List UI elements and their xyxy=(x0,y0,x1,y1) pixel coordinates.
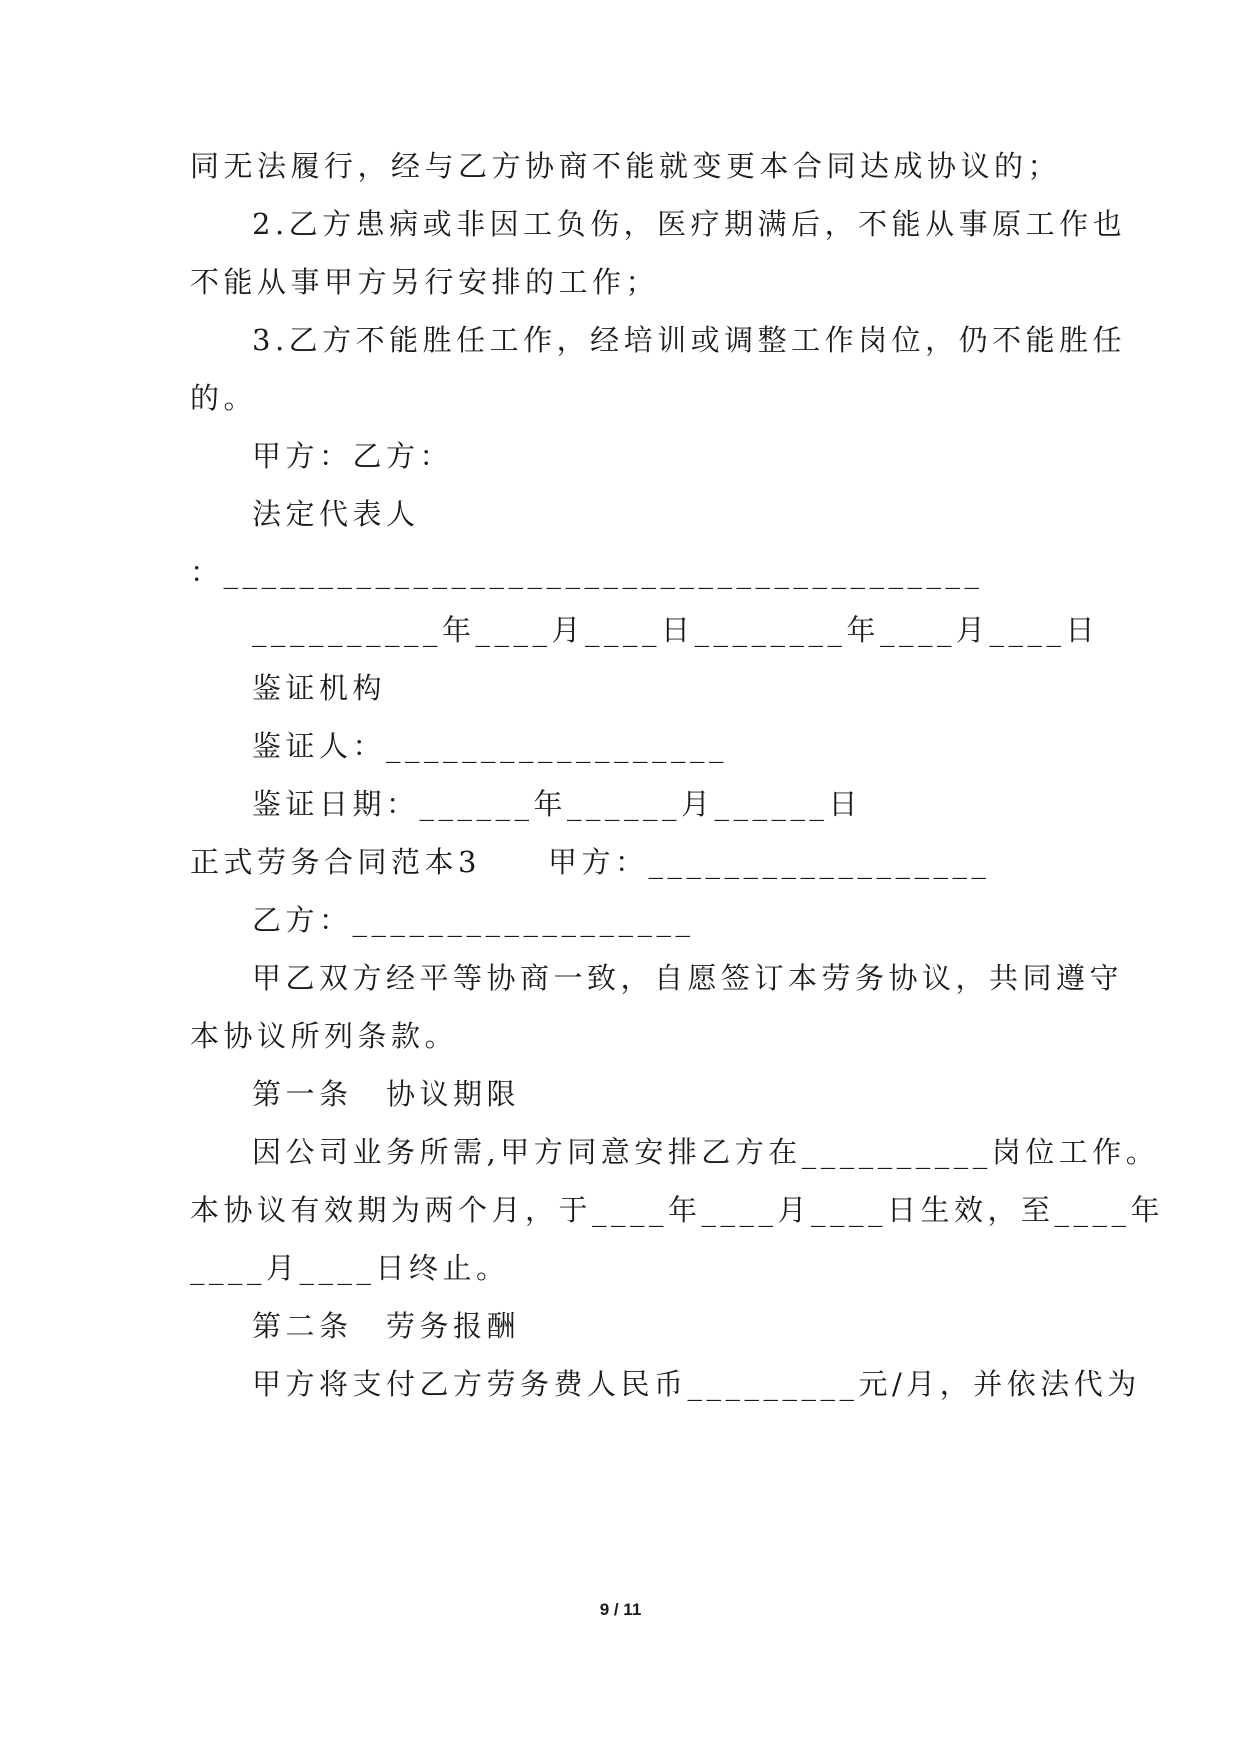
paragraph-line: 甲乙双方经平等协商一致，自愿签订本劳务协议，共同遵守 xyxy=(252,961,1124,995)
article-heading: 第二条 劳务报酬 xyxy=(252,1309,521,1343)
page-number: 9 / 11 xyxy=(599,1600,642,1619)
paragraph-line: 因公司业务所需,甲方同意安排乙方在__________岗位工作。 xyxy=(252,1135,1160,1169)
paragraph-line: 的。 xyxy=(190,381,258,415)
signature-parties: 甲方：乙方： xyxy=(252,439,454,473)
attestation-agency-label: 鉴证机构 xyxy=(252,671,387,705)
signature-dates: __________年____月____日________年____月____日 xyxy=(252,613,1100,647)
legal-representative-label: 法定代表人 xyxy=(252,497,420,531)
paragraph-line: 同无法履行，经与乙方协商不能就变更本合同达成协议的； xyxy=(190,149,1062,183)
legal-representative-blank: ：________________________________________ xyxy=(190,555,984,589)
paragraph-line: 不能从事甲方另行安排的工作； xyxy=(190,265,660,299)
paragraph-line: 2.乙方患病或非因工负伤，医疗期满后，不能从事原工作也 xyxy=(252,207,1127,241)
paragraph-line: ____月____日终止。 xyxy=(190,1251,510,1285)
article-heading: 第一条 协议期限 xyxy=(252,1077,521,1111)
paragraph-line: 3.乙方不能胜任工作，经培训或调整工作岗位，仍不能胜任 xyxy=(252,323,1127,357)
party-b-line: 乙方：__________________ xyxy=(252,903,695,937)
attestation-date-line: 鉴证日期：______年______月______日 xyxy=(252,787,863,821)
paragraph-line: 本协议有效期为两个月，于____年____月____日生效，至____年 xyxy=(190,1193,1165,1227)
paragraph-line: 甲方将支付乙方劳务费人民币_________元/月，并依法代为 xyxy=(252,1367,1141,1401)
attestor-line: 鉴证人：__________________ xyxy=(252,729,729,763)
paragraph-line: 本协议所列条款。 xyxy=(190,1019,459,1053)
contract-title-party-a: 正式劳务合同范本3 甲方：__________________ xyxy=(190,845,991,879)
